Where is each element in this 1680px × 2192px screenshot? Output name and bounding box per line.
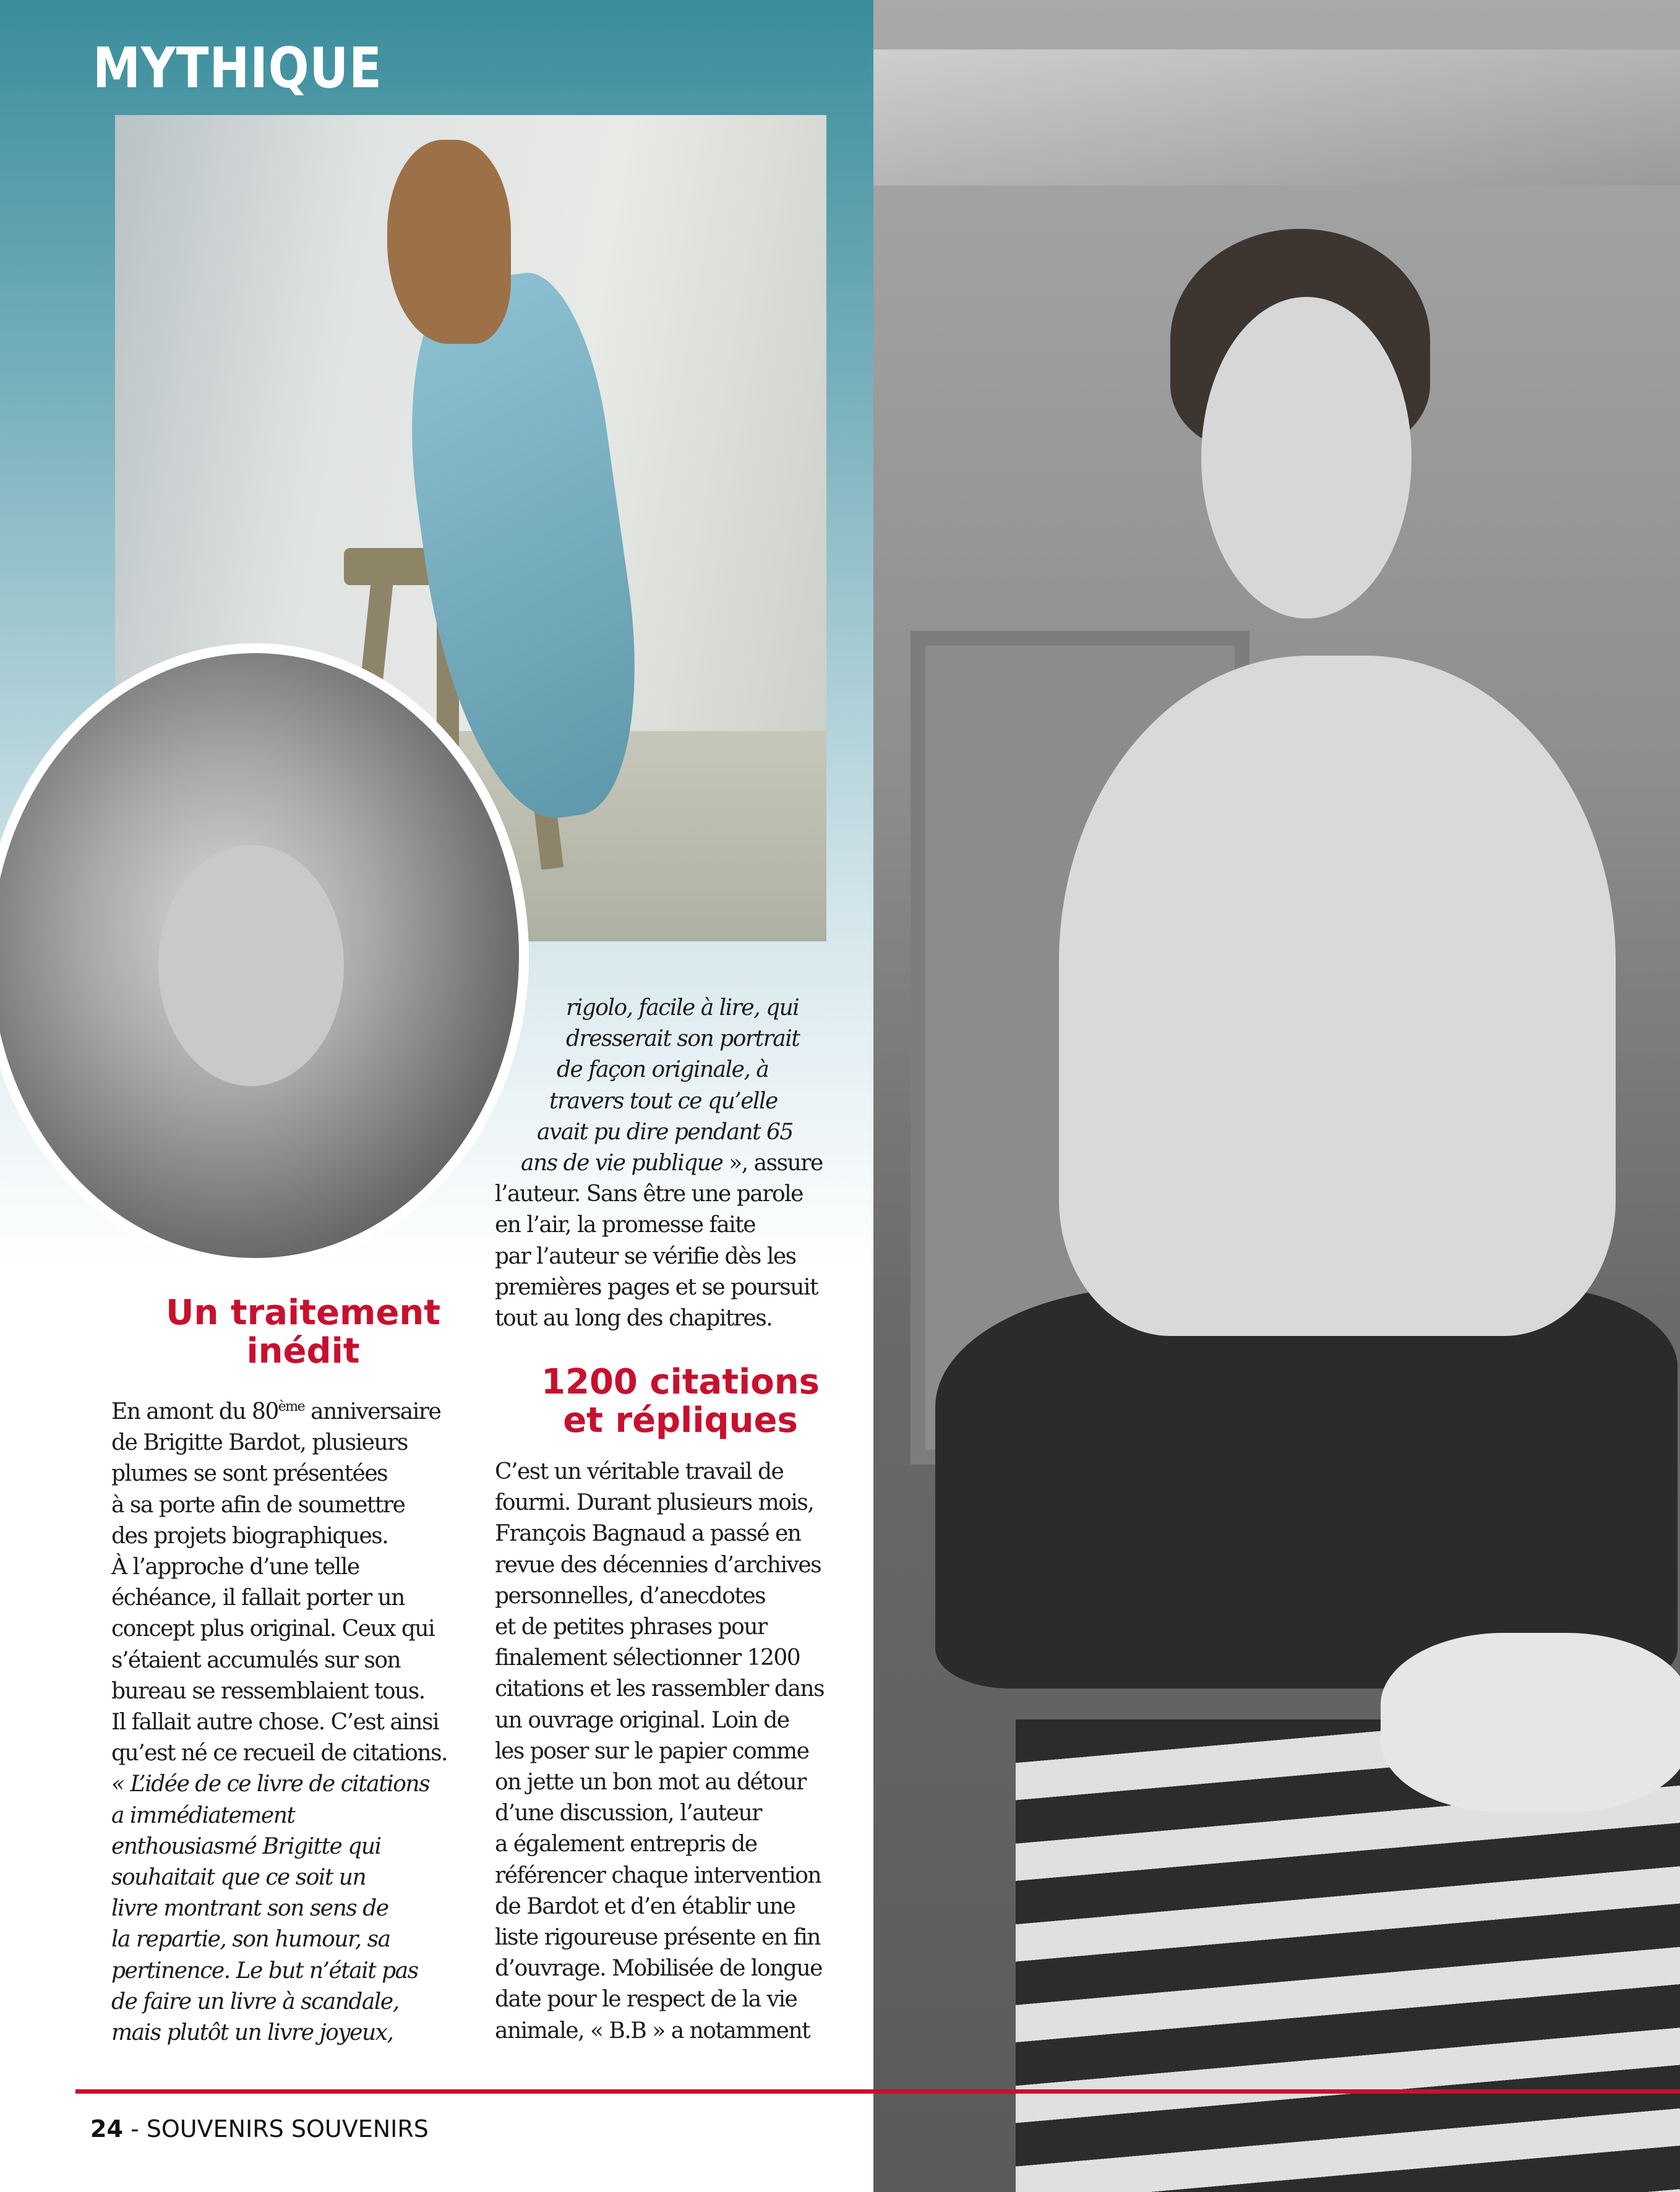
text-line: François Bagnaud a passé en (495, 1521, 801, 1547)
heading-line: et répliques (563, 1400, 798, 1441)
page-number: 24 (90, 2115, 123, 2143)
text-line: de Brigitte Bardot, plusieurs (111, 1430, 408, 1456)
text-line: livre montrant son sens de (111, 1896, 388, 1922)
text-line: citations et les rassembler dans (495, 1676, 825, 1702)
text-line: En amont du 80ème anniversaire (111, 1399, 441, 1424)
text-line: À l’approche d’une telle (111, 1554, 359, 1580)
ceiling-molding (873, 49, 1680, 186)
text-line: bureau se ressemblaient tous. (111, 1678, 425, 1704)
text-line: ans de vie publique », assure (521, 1150, 823, 1176)
text-line: de Bardot et d’en établir une (495, 1893, 795, 1919)
text-line: la repartie, son humour, sa (111, 1927, 390, 1953)
text-line: on jette un bon mot au détour (495, 1770, 806, 1796)
face (158, 845, 344, 1086)
text-line: a également entrepris de (495, 1831, 757, 1857)
text-tail: », assure (729, 1150, 823, 1176)
text-line: et de petites phrases pour (495, 1614, 767, 1640)
text-line: les poser sur le papier comme (495, 1738, 809, 1764)
text-line: fourmi. Durant plusieurs mois, (495, 1490, 814, 1516)
text-line: en l’air, la promesse faite (495, 1212, 756, 1238)
cardigan (1059, 656, 1616, 1336)
page-footer (90, 2115, 429, 2143)
heading-1200-citations (507, 1363, 854, 1440)
text-line: avait pu dire pendant 65 (537, 1119, 793, 1145)
leg (1381, 1633, 1680, 1812)
text-line: dresserait son portrait (566, 1026, 800, 1052)
photo-black-white-portrait (873, 0, 1680, 2192)
text-line: enthousiasmé Brigitte qui (111, 1833, 381, 1859)
text-line: des projets biographiques. (111, 1523, 388, 1549)
text-line: rigolo, facile à lire, qui (566, 995, 799, 1021)
article-column-right-top (495, 993, 823, 1334)
text-line: par l’auteur se vérifie dès les (495, 1243, 796, 1269)
text-line: souhaitait que ce soit un (111, 1865, 366, 1891)
text-line: concept plus original. Ceux qui (111, 1616, 435, 1642)
text-line: personnelles, d’anecdotes (495, 1583, 766, 1609)
text-line: « L’idée de ce livre de citations (111, 1771, 430, 1797)
face (1201, 297, 1412, 619)
text-line: de faire un livre à scandale, (111, 1989, 399, 2014)
text-line: C’est un véritable travail de (495, 1459, 784, 1484)
text-line: finalement sélectionner 1200 (495, 1645, 800, 1671)
text-line: un ouvrage original. Loin de (495, 1707, 789, 1733)
text-line: plumes se sont présentées (111, 1461, 388, 1487)
hair (387, 140, 511, 344)
heading-line: 1200 citations (541, 1362, 820, 1402)
text-line: pertinence. Le but n’était pas (111, 1958, 418, 1984)
text-line: Il fallait autre chose. C’est ainsi (111, 1710, 439, 1736)
article-column-right-bottom (495, 1457, 824, 2047)
text-line: à sa porte afin de soumettre (111, 1492, 405, 1518)
footer-separator: - (122, 2115, 147, 2143)
text-line: animale, « B.B » a notamment (495, 2018, 810, 2044)
text-line: d’ouvrage. Mobilisée de longue (495, 1956, 822, 1982)
text-line: travers tout ce qu’elle (549, 1088, 778, 1114)
text-line: de façon originale, à (557, 1057, 769, 1083)
publication-name: SOUVENIRS SOUVENIRS (146, 2115, 429, 2143)
text-line: liste rigoureuse présente en fin (495, 1925, 820, 1951)
text-line: s’étaient accumulés sur son (111, 1647, 401, 1673)
heading-line: Un traitement (166, 1293, 440, 1333)
footer-rule (75, 2089, 1680, 2094)
text-line: d’une discussion, l’auteur (495, 1800, 761, 1826)
article-column-left (111, 1397, 447, 2049)
text-line: référencer chaque intervention (495, 1862, 821, 1888)
superscript: ème (278, 1399, 305, 1415)
section-title: MYTHIQUE (93, 36, 382, 101)
dark-skirt (935, 1287, 1678, 1689)
photo-oval-portrait (0, 643, 529, 1268)
text-line: revue des décennies d’archives (495, 1552, 821, 1578)
heading-line: inédit (246, 1331, 360, 1371)
heading-traitement-inedit (111, 1294, 495, 1371)
text-line: mais plutôt un livre joyeux, (111, 2020, 393, 2046)
text-line: échéance, il fallait porter un (111, 1585, 405, 1611)
text-line: date pour le respect de la vie (495, 1987, 797, 2013)
text-line: qu’est né ce recueil de citations. (111, 1740, 447, 1766)
text-line: a immédiatement (111, 1802, 295, 1828)
text-line: premières pages et se poursuit (495, 1274, 818, 1300)
text-line: tout au long des chapitres. (495, 1306, 773, 1332)
text-line: l’auteur. Sans être une parole (495, 1181, 803, 1207)
